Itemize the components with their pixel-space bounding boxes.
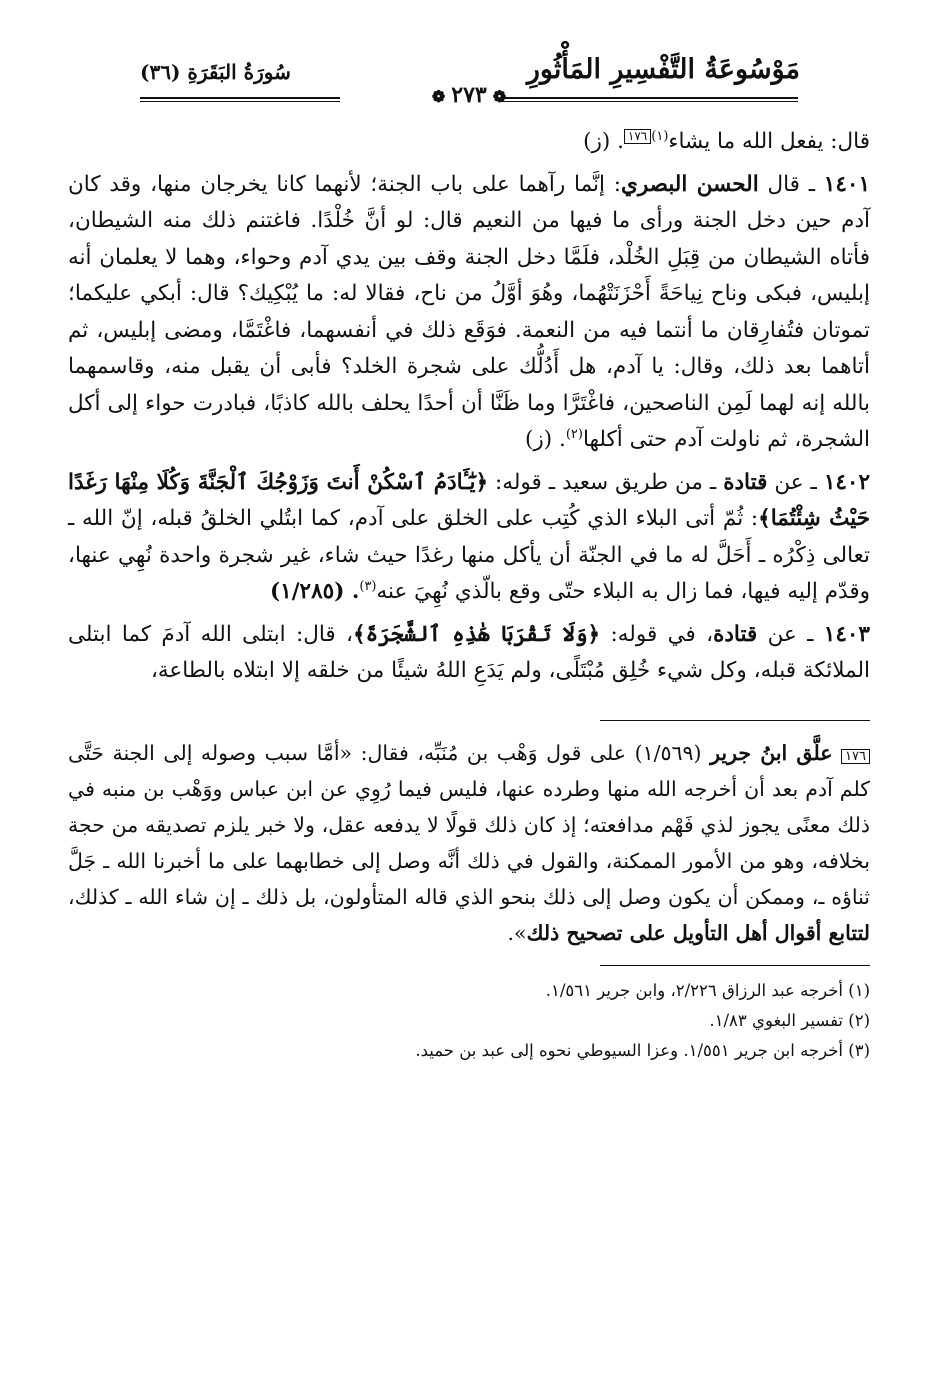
commentary-bold: لتتابع أقوال أهل التأويل على تصحيح ذلك xyxy=(526,920,870,945)
main-text xyxy=(68,124,870,690)
book-title: مَوْسُوعَةُ التَّفْسِيرِ المَأْثُورِ xyxy=(526,54,800,85)
commentary-separator xyxy=(600,720,870,721)
footnotes xyxy=(68,976,870,1066)
footnote: (٣) أخرجه ابن جرير ١/٥٥١. وعزا السيوطي نحوه إلى عبد بن حميد. xyxy=(415,1040,870,1060)
quran-verse: ﴿يَٰٓـَٔادَمُ ٱسْكُنْ أَنتَ وَزَوْجُكَ ٱلْجَنَّةَ وَكُلَا مِنْهَا رَغَدًا حَيْثُ شِئْتُمَا﴾ xyxy=(68,469,870,531)
surah-title: سُورَةُ البَقَرَةِ (٣٦) xyxy=(140,60,291,84)
narration-1403: ١٤٠٣ ـ عن قتادة، في قوله: ﴿وَلَا تَقْرَبَا هَٰذِهِ ٱلشَّجَرَةَ﴾، قال: ابتلى الله آدمَ كما ابتلى الملائكة قبله، وكل شيء خُلِق مُبْتَلًى، ولم يَدَعِ اللهُ شيئًا من خلقه إلا ابتلاه بالطاعة، xyxy=(68,621,870,683)
quran-verse: ﴿وَلَا تَقْرَبَا هَٰذِهِ ٱلشَّجَرَةَ﴾ xyxy=(352,621,601,647)
footnote-separator xyxy=(600,965,870,966)
paragraph-continuation: قال: يفعل الله ما يشاء$^{(١)}$١٧٦. (ز) xyxy=(583,128,870,154)
footnote: (١) أخرجه عبد الرزاق ٢/٢٢٦، وابن جرير ١/٥٦١. xyxy=(545,980,870,1000)
narrator-name: قتادة xyxy=(713,621,758,647)
commentary-ref-box: ١٧٦ xyxy=(624,129,651,144)
commentary-note: ١٧٦ علَّق ابنُ جرير (١/٥٦٩) على قول وَهْب بن مُنَبِّه، فقال: «أمَّا سبب وصوله إلى الجنة حَتَّى كلم آدم بعد أن أخرجه الله منها وطرده عنها، فليس فيما رُوِي عن ابن عباس ووَهْب بن منبه في ذلك معنًى يجوز لذي فَهْم مدافعته؛ إذ كان ذلك قولًا لا يدفعه عقل، ولا خبر يلزم تصديقه من حجة بخلافه، وهو من الأمور الممكنة، والقول في ذلك أنَّه وصل إلى خطابهما على ما أخبرنا الله ـ جَلَّ ثناؤه ـ، وممكن أن يكون وصل إلى ذلك بنحو الذي قاله المتأولون، بل ذلك ـ إن شاء الله ـ كذلك، لتتابع أقوال أهل التأويل على تصحيح ذلك». xyxy=(68,740,870,945)
page-header xyxy=(68,0,870,110)
narrator-name: قتادة xyxy=(723,469,768,495)
ornament-icon: ❁ xyxy=(492,87,507,106)
narrator-name: الحسن البصري xyxy=(620,171,759,197)
commentary-lead: علَّق ابنُ جرير xyxy=(710,740,833,765)
footnote-marker: (٢) xyxy=(565,426,583,442)
narration-number: ١٤٠٢ xyxy=(823,469,871,495)
narration-1402: ١٤٠٢ ـ عن قتادة ـ من طريق سعيد ـ قوله: ﴿يَٰٓـَٔادَمُ ٱسْكُنْ أَنتَ وَزَوْجُكَ ٱلْجَنَّةَ وَكُلَا مِنْهَا رَغَدًا حَيْثُ شِئْتُمَا﴾: ثُمّ أتى البلاء الذي كُتِب على الخلق على آدم، كما ابتُلي الخلقُ قبله، إنّ الله ـ تعالى ذِكْرُه ـ أَحَلَّ له ما في الجنّة أن يأكل منها رغدًا حيث شاء، غير شجرة واحدة نُهِي عنها، وقدّم إليه فيها، فما زال به البلاء حتّى وقع بالّذي نُهِيَ عنه$^{(٣)}$. (١/٢٨٥) xyxy=(68,469,871,604)
narration-number: ١٤٠٣ xyxy=(823,621,870,647)
footnote-marker: (٣) xyxy=(359,578,377,594)
commentary-box: ١٧٦ xyxy=(841,749,870,764)
footnote-marker: (١) xyxy=(651,128,669,144)
narration-1401: ١٤٠١ ـ قال الحسن البصري: إنَّما رآهما على باب الجنة؛ لأنهما كانا يخرجان منها، وقد كان آدم حين دخل الجنة ورأى ما فيها من النعيم قال: لو أنَّ خُلْدًا. فاغتنم ذلك منه الشيطان، فأتاه الشيطان من قِبَلِ الخُلْد، فلَمَّا دخل الجنة وقف بين يدي آدم وحواء، وهما لا يعلمان أنه إبليس، فبكى وناح نِياحَةً أَحْزَنَتْهُما، وهُوَ أوَّلُ من ناح، فقالا له: ما يُبْكِيك؟ قال: أبكي عليكما؛ تموتان فتُفارِقان ما أنتما فيه من النعمة. فوَقَع ذلك في أنفسهما، فاغْتَمَّا، ومضى إبليس، ثم أتاهما بعد ذلك، وقال: يا آدم، هل أَدُلُّك على شجرة الخلد؟ فأبى أن يقبل منه، وقاسمهما بالله إنه لهما لَمِن الناصحين، فاغْتَرَّا وما ظَنَّا أن أحدًا يحلف بالله كاذبًا، فبادرت حواء إلى أكل الشجرة، ثم ناولت آدم حتى أكلها$^{(٢)}$. (ز) xyxy=(68,171,870,452)
ornament-icon: ❁ xyxy=(431,87,446,106)
footnote: (٢) تفسير البغوي ١/٨٣. xyxy=(709,1010,870,1030)
narration-number: ١٤٠١ xyxy=(823,171,870,197)
page-number: ❁٢٧٣❁ xyxy=(431,82,507,108)
